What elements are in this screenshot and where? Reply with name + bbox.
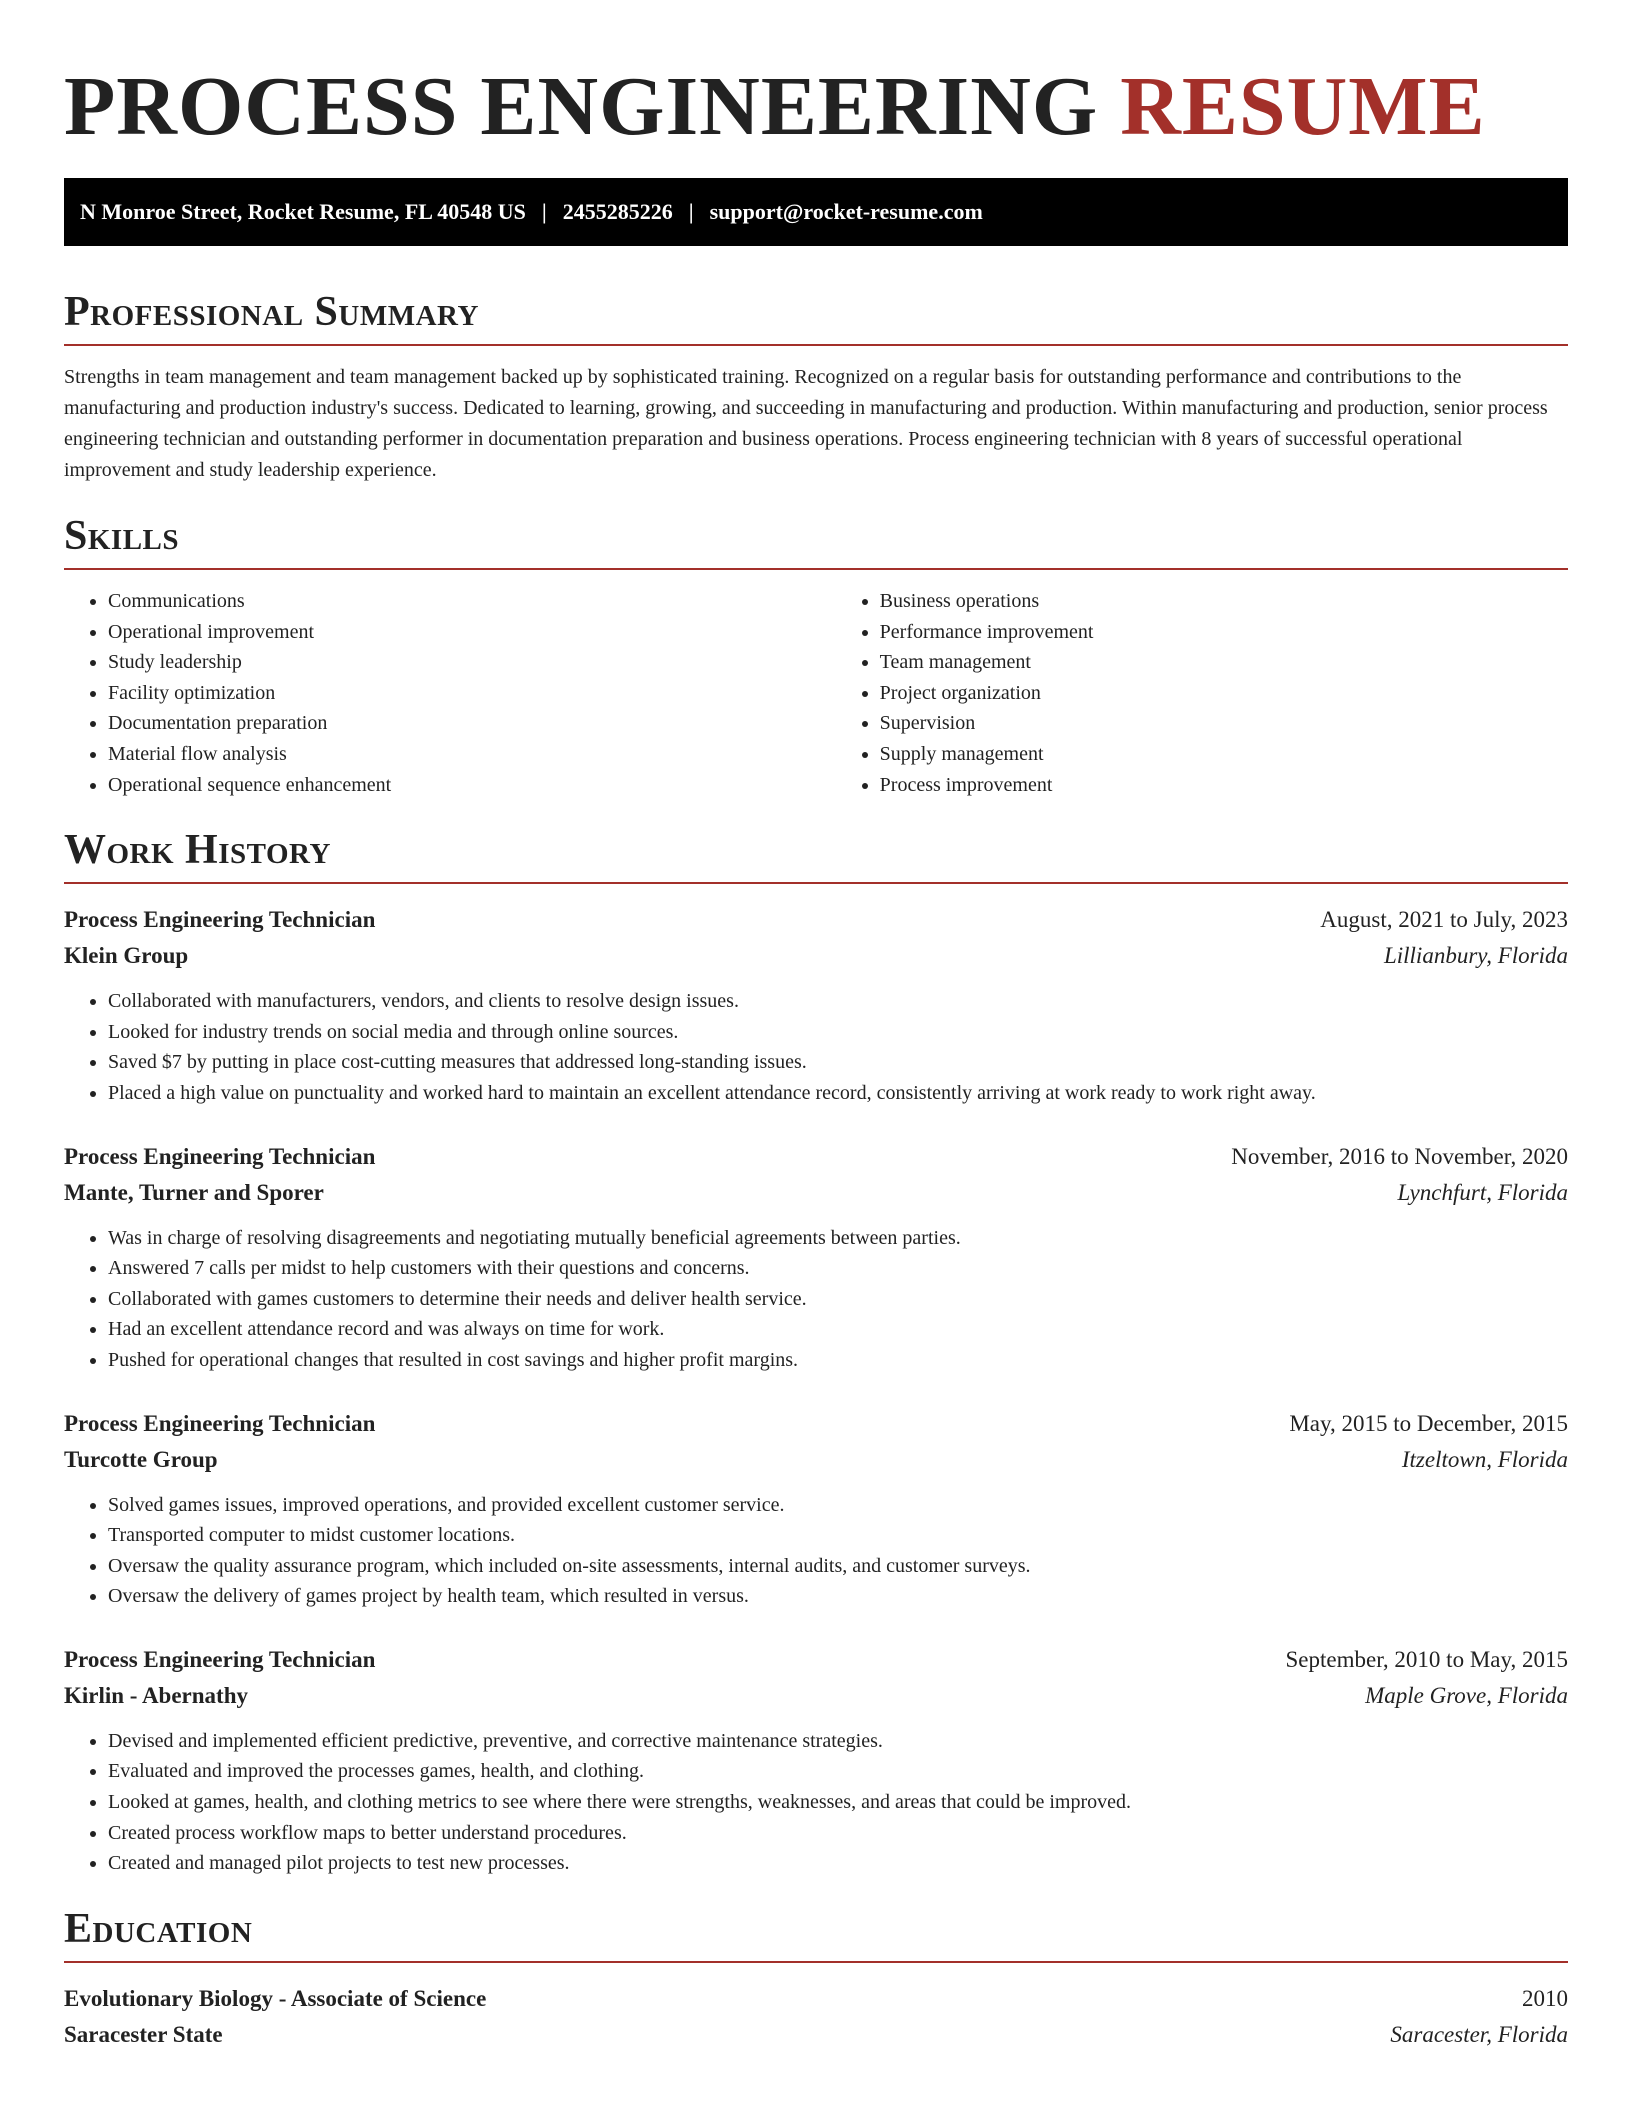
job-company: Turcotte Group bbox=[64, 1446, 218, 1472]
education-degree-row bbox=[64, 1981, 1568, 2017]
education-degree: Evolutionary Biology - Associate of Science bbox=[64, 1985, 487, 2011]
job-bullet: • Collaborated with games customers to determine their needs and deliver health service. bbox=[108, 1284, 1568, 1315]
education-school-row bbox=[64, 2017, 1568, 2053]
skill-item: • Documentation preparation bbox=[108, 708, 836, 739]
skills-column-right bbox=[836, 586, 1568, 800]
skill-item: • Team management bbox=[880, 647, 1568, 678]
job-bullet: • Placed a high value on punctuality and worked hard to maintain an excellent attendance record, consistently arriving at work ready to work right away. bbox=[108, 1078, 1568, 1109]
job-location: Lillianbury, Florida bbox=[1383, 943, 1568, 969]
job-bullets bbox=[64, 1490, 1568, 1612]
resume-header bbox=[64, 58, 1568, 156]
skill-item: • Operational sequence enhancement bbox=[108, 770, 836, 801]
job-company: Kirlin - Abernathy bbox=[64, 1682, 249, 1708]
job-bullet: • Created and managed pilot projects to test new processes. bbox=[108, 1848, 1568, 1879]
skill-item: • Project organization bbox=[880, 678, 1568, 709]
summary-text: Strengths in team management and team management backed up by sophisticated training. Recognized on a regular basis for outstanding performance and contributions to the manufacturing and production industry's success. Dedicated to learning, growing, and succeeding in manufacturing and production. Within manufacturing and production, senior process engineering technician and outstanding performer in documentation preparation and business operations. Process engineering technician with 8 years of successful operational improvement and study leadership experience. bbox=[64, 366, 1548, 481]
contact-separator: | bbox=[541, 199, 547, 224]
job-bullets bbox=[64, 986, 1568, 1108]
job-bullet: • Transported computer to midst customer locations. bbox=[108, 1520, 1568, 1551]
skill-item: • Operational improvement bbox=[108, 617, 836, 648]
job-bullet: • Looked at games, health, and clothing metrics to see where there were strengths, weaknesses, and areas that could be improved. bbox=[108, 1787, 1568, 1818]
job-dates: November, 2016 to November, 2020 bbox=[1231, 1143, 1568, 1169]
job-title: Process Engineering Technician bbox=[64, 1143, 376, 1169]
education-year: 2010 bbox=[1522, 1985, 1568, 2011]
skill-item: • Supervision bbox=[880, 708, 1568, 739]
job-location: Maple Grove, Florida bbox=[1365, 1682, 1568, 1708]
job-bullet: • Looked for industry trends on social media and through online sources. bbox=[108, 1017, 1568, 1048]
education-location: Saracester, Florida bbox=[1390, 2021, 1568, 2047]
work-heading: Work History bbox=[64, 828, 1568, 884]
job-entry bbox=[64, 1406, 1568, 1612]
job-title-row bbox=[64, 1139, 1568, 1175]
job-bullet: • Oversaw the delivery of games project by health team, which resulted in versus. bbox=[108, 1581, 1568, 1612]
job-entry bbox=[64, 902, 1568, 1108]
resume-container bbox=[64, 0, 1568, 2053]
job-bullet: • Answered 7 calls per midst to help customers with their questions and concerns. bbox=[108, 1253, 1568, 1284]
job-bullet: • Pushed for operational changes that resulted in cost savings and higher profit margins. bbox=[108, 1345, 1568, 1376]
education-heading: Education bbox=[64, 1907, 1568, 1963]
job-title: Process Engineering Technician bbox=[64, 1646, 376, 1672]
contact-address: N Monroe Street, Rocket Resume, FL 40548 US bbox=[80, 199, 526, 224]
job-bullet: • Saved $7 by putting in place cost-cutting measures that addressed long-standing issues. bbox=[108, 1047, 1568, 1078]
job-title-row bbox=[64, 1406, 1568, 1442]
job-entry bbox=[64, 1139, 1568, 1376]
education-entry bbox=[64, 1981, 1568, 2053]
skill-item: • Material flow analysis bbox=[108, 739, 836, 770]
skills-column-left bbox=[64, 586, 836, 800]
skill-item: • Facility optimization bbox=[108, 678, 836, 709]
job-entry bbox=[64, 1642, 1568, 1879]
skills-heading: Skills bbox=[64, 514, 1568, 570]
skill-item: • Study leadership bbox=[108, 647, 836, 678]
title-accent: RESUME bbox=[1120, 60, 1486, 153]
job-dates: August, 2021 to July, 2023 bbox=[1320, 907, 1568, 933]
job-company: Mante, Turner and Sporer bbox=[64, 1179, 324, 1205]
job-title: Process Engineering Technician bbox=[64, 1410, 376, 1436]
contact-separator: | bbox=[688, 199, 694, 224]
skills-list bbox=[64, 586, 1568, 800]
job-company-row bbox=[64, 1442, 1568, 1478]
job-dates: May, 2015 to December, 2015 bbox=[1289, 1410, 1568, 1436]
job-bullets bbox=[64, 1223, 1568, 1376]
skill-item: • Business operations bbox=[880, 586, 1568, 617]
job-bullet: • Oversaw the quality assurance program, which included on-site assessments, internal audits, and customer surveys. bbox=[108, 1551, 1568, 1582]
job-title-row bbox=[64, 902, 1568, 938]
job-bullet: • Collaborated with manufacturers, vendors, and clients to resolve design issues. bbox=[108, 986, 1568, 1017]
resume-title bbox=[64, 60, 1486, 153]
skill-item: • Process improvement bbox=[880, 770, 1568, 801]
job-location: Lynchfurt, Florida bbox=[1397, 1179, 1568, 1205]
job-title: Process Engineering Technician bbox=[64, 907, 376, 933]
skill-item: • Performance improvement bbox=[880, 617, 1568, 648]
job-bullets bbox=[64, 1726, 1568, 1879]
title-main: PROCESS ENGINEERING bbox=[64, 60, 1099, 153]
skill-item: • Communications bbox=[108, 586, 836, 617]
job-dates: September, 2010 to May, 2015 bbox=[1285, 1646, 1568, 1672]
contact-email: support@rocket-resume.com bbox=[709, 199, 983, 224]
job-bullet: • Was in charge of resolving disagreements and negotiating mutually beneficial agreements between parties. bbox=[108, 1223, 1568, 1254]
education-school: Saracester State bbox=[64, 2021, 223, 2047]
job-bullet: • Created process workflow maps to better understand procedures. bbox=[108, 1818, 1568, 1849]
job-bullet: • Solved games issues, improved operations, and provided excellent customer service. bbox=[108, 1490, 1568, 1521]
summary-heading: Professional Summary bbox=[64, 290, 1568, 346]
job-bullet: • Had an excellent attendance record and was always on time for work. bbox=[108, 1314, 1568, 1345]
job-company: Klein Group bbox=[64, 943, 189, 969]
job-title-row bbox=[64, 1642, 1568, 1678]
job-company-row bbox=[64, 938, 1568, 974]
job-bullet: • Devised and implemented efficient predictive, preventive, and corrective maintenance strategies. bbox=[108, 1726, 1568, 1757]
job-company-row bbox=[64, 1175, 1568, 1211]
job-bullet: • Evaluated and improved the processes games, health, and clothing. bbox=[108, 1756, 1568, 1787]
job-location: Itzeltown, Florida bbox=[1401, 1446, 1568, 1472]
contact-phone: 2455285226 bbox=[562, 199, 673, 224]
contact-bar bbox=[64, 178, 1568, 246]
job-company-row bbox=[64, 1678, 1568, 1714]
skill-item: • Supply management bbox=[880, 739, 1568, 770]
